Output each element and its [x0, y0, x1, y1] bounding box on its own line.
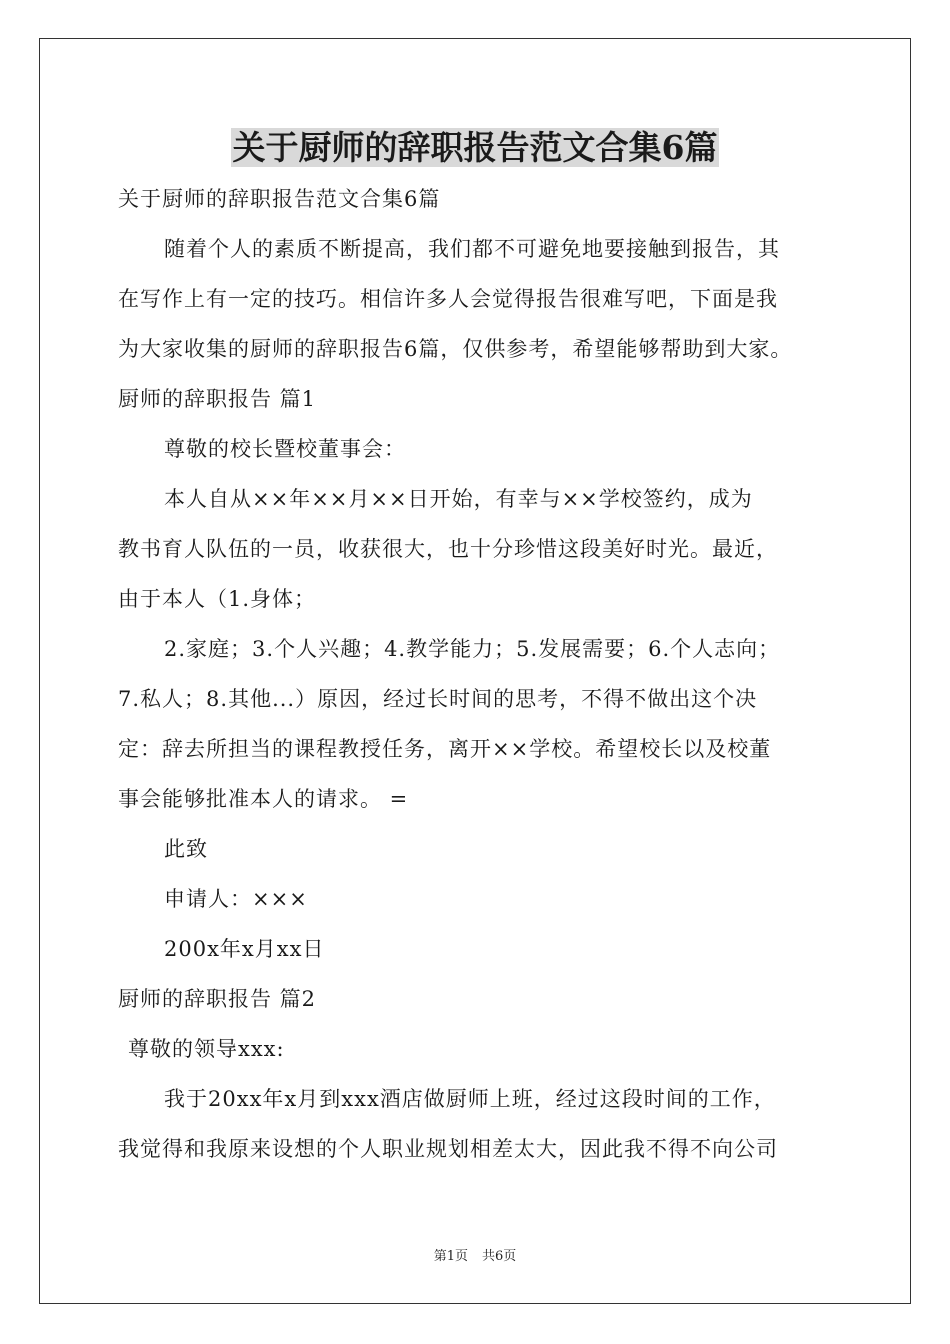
paragraph-line: 7.私人；8.其他...）原因，经过长时间的思考，不得不做出这个决: [118, 687, 758, 711]
paragraph-line: 我觉得和我原来设想的个人职业规划相差太大，因此我不得不向公司: [118, 1137, 778, 1161]
applicant: 申请人：×××: [164, 887, 308, 911]
paragraph-line: 事会能够批准本人的请求。 =: [118, 787, 409, 811]
paragraph-line: 2.家庭；3.个人兴趣；4.教学能力；5.发展需要；6.个人志向；: [164, 637, 781, 661]
page-total: 共6页: [482, 1249, 517, 1264]
salutation: 尊敬的校长暨校董事会：: [164, 437, 406, 461]
document-title: [0, 124, 950, 172]
paragraph-line: 在写作上有一定的技巧。相信许多人会觉得报告很难写吧，下面是我: [118, 287, 778, 311]
section-heading-2: 厨师的辞职报告 篇2: [118, 987, 317, 1011]
paragraph-line: 本人自从××年××月××日开始，有幸与××学校签约，成为: [164, 487, 753, 511]
document-title-text: 关于厨师的辞职报告范文合集6篇: [232, 128, 718, 167]
subtitle-line: 关于厨师的辞职报告范文合集6篇: [118, 187, 441, 211]
page-border: [39, 38, 911, 1304]
date-line: 200x年x月xx日: [164, 937, 325, 961]
paragraph-line: 定：辞去所担当的课程教授任务，离开××学校。希望校长以及校董: [118, 737, 772, 761]
paragraph-line: 随着个人的素质不断提高，我们都不可避免地要接触到报告，其: [164, 237, 780, 261]
paragraph-line: 为大家收集的厨师的辞职报告6篇，仅供参考，希望能够帮助到大家。: [118, 337, 793, 361]
paragraph-line: 我于20xx年x月到xxx酒店做厨师上班，经过这段时间的工作，: [164, 1087, 776, 1111]
closing: 此致: [164, 837, 208, 861]
salutation: 尊敬的领导xxx:: [128, 1037, 285, 1061]
page-number: 第1页: [433, 1249, 468, 1264]
section-heading-1: 厨师的辞职报告 篇1: [118, 387, 317, 411]
page-footer: [0, 1248, 950, 1266]
paragraph-line: 教书育人队伍的一员，收获很大，也十分珍惜这段美好时光。最近，: [118, 537, 778, 561]
paragraph-line: 由于本人（1.身体；: [118, 587, 317, 611]
